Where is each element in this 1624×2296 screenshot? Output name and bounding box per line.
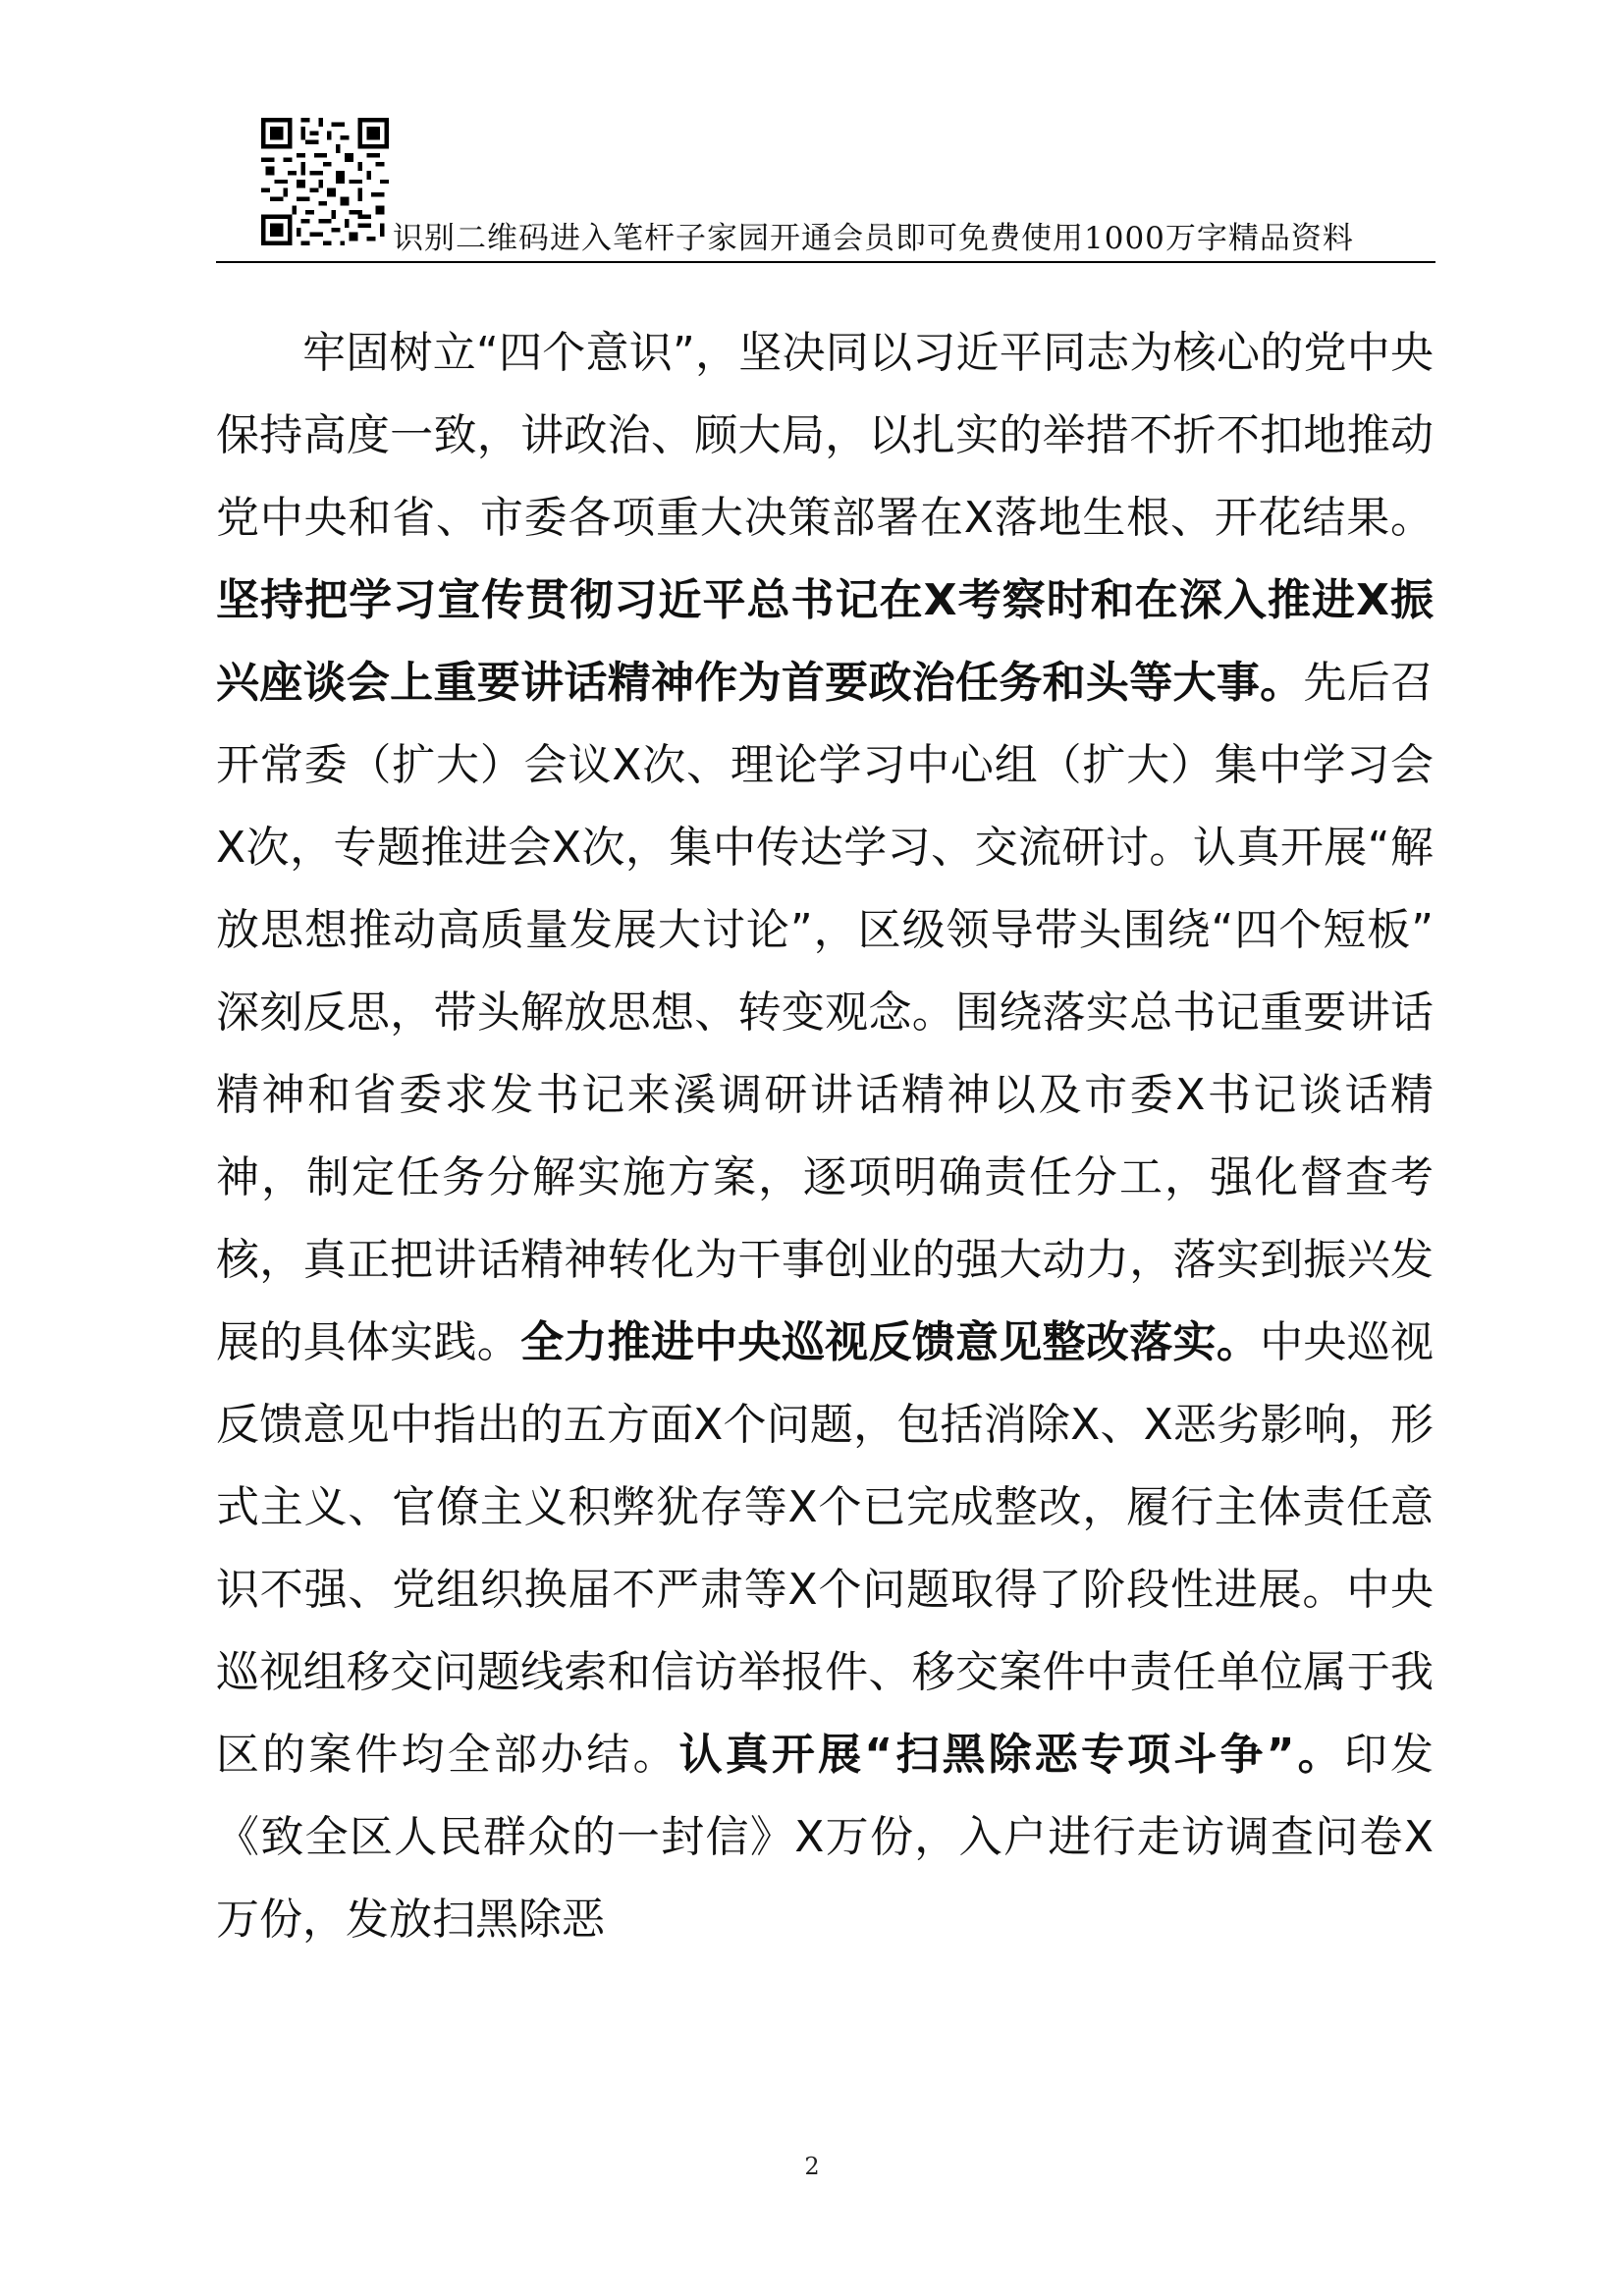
body-run-3: 中央巡视反馈意见中指出的五方面X个问题，包括消除X、X恶劣影响，形式主义、官僚主义积弊犹存等X个已完成整改，履行主体责任意识不强、党组织换届不严肃等X个问题取得了阶段性进展。中央巡视组移交问题线索和信访举报件、移交案件中责任单位属于我区的案件均全部办结。 bbox=[216, 1317, 1435, 1780]
body-run-4: 印发《致全区人民群众的一封信》X万份，入户进行走访调查问卷X万份，发放扫黑除恶 bbox=[216, 1730, 1435, 1945]
body-run-1: 牢固树立“四个意识”，坚决同以习近平同志为核心的党中央保持高度一致，讲政治、顾大局，以扎实的举措不折不扣地推动党中央和省、市委各项重大决策部署在X落地生根、开花结果。 bbox=[216, 328, 1434, 543]
body-run-2: 先后召开常委（扩大）会议X次、理论学习中心组（扩大）集中学习会X次，专题推进会X次，集中传达学习、交流研讨。认真开展“解放思想推动高质量发展大讨论”，区级领导带头围绕“四个短板” 深刻反思，带头解放思想、转变观念。围绕落实总书记重要讲话精神和省委求发书记来溪调研讲话精神以及市委X书记谈话精神，制定任务分解实施方案，逐项明确责任分工，强化督查考核，真正把讲话精神转化为干事创业的强大动力，落实到振兴发展的具体实践。 bbox=[216, 658, 1434, 1367]
body-heading-run-3: 认真开展“扫黑除恶专项斗争”。 bbox=[678, 1730, 1344, 1780]
page-number: 2 bbox=[804, 2153, 820, 2180]
page-header bbox=[216, 116, 1435, 263]
body-heading-run-1: 坚持把学习宣传贯彻习近平总书记在X考察时和在深入推进X振兴座谈会上重要讲话精神作为首要政治任务和头等大事。 bbox=[216, 575, 1434, 708]
header-promo-note: 识别二维码进入笔杆子家园开通会员即可免费使用1000万字精品资料 bbox=[393, 221, 1354, 256]
body-paragraph bbox=[216, 312, 1434, 1961]
qr-code-icon[interactable] bbox=[261, 118, 389, 245]
body-heading-run-2: 全力推进中央巡视反馈意见整改落实。 bbox=[520, 1317, 1261, 1367]
